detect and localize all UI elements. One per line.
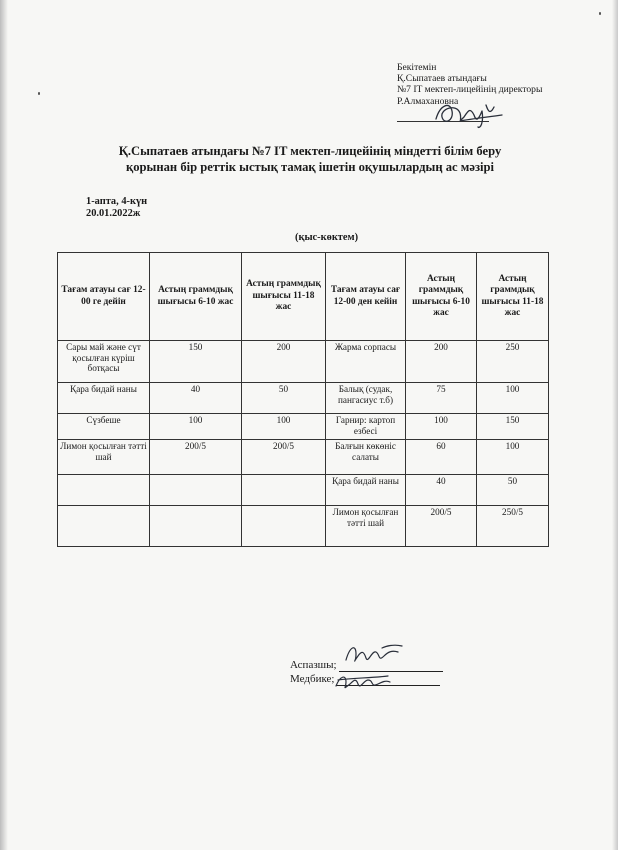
table-header-row: [58, 253, 549, 341]
column-header: Астың граммдық шығысы 11-18 жас: [477, 253, 549, 341]
scan-speck: [38, 92, 40, 95]
column-header: Тағам атауы сағ 12-00 ден кейін: [326, 253, 406, 341]
season-label: (қыс-көктем): [295, 232, 359, 243]
table-cell: Лимон қосылған тәтті шай: [326, 506, 406, 547]
table-cell: 250: [477, 341, 549, 383]
table-cell: Сүзбеше: [58, 414, 150, 440]
table-cell: 150: [477, 414, 549, 440]
table-cell: 250/5: [477, 506, 549, 547]
cook-signature-icon: [342, 640, 412, 670]
table-cell: Балық (судак, пангасиус т.б): [326, 383, 406, 414]
table-cell: 150: [150, 341, 242, 383]
week-info: [86, 196, 147, 219]
scan-speck: [599, 12, 601, 15]
table-cell: 50: [242, 383, 326, 414]
table-cell: 100: [150, 414, 242, 440]
approval-line: Қ.Сыпатаев атындағы: [397, 73, 487, 85]
table-cell: 100: [477, 383, 549, 414]
table-cell: Балғын көкөніс салаты: [326, 440, 406, 475]
table-cell: 200/5: [242, 440, 326, 475]
nurse-signature-icon: [330, 668, 396, 694]
table-cell: Жарма сорпасы: [326, 341, 406, 383]
table-cell: 40: [150, 383, 242, 414]
table-cell: Қара бидай наны: [58, 383, 150, 414]
scan-edge-left: [0, 0, 8, 850]
table-row: [58, 383, 549, 414]
title-line-1: Қ.Сыпатаев атындағы №7 IT мектеп-лицейінің міндетті білім беру: [118, 144, 502, 158]
table-row: [58, 506, 549, 547]
table-row: [58, 475, 549, 506]
table-cell: 200: [406, 341, 477, 383]
menu-table: [57, 252, 549, 547]
table-cell: Лимон қосылған тәтті шай: [58, 440, 150, 475]
scan-edge-right: [612, 0, 618, 850]
approval-line: №7 IT мектеп-лицейінің директоры: [397, 84, 543, 96]
director-signature-icon: [430, 97, 506, 131]
week-label: 1-апта, 4-күн: [86, 196, 148, 207]
column-header: Тағам атауы сағ 12-00 ге дейін: [58, 253, 150, 341]
table-cell: [242, 506, 326, 547]
table-cell: [150, 506, 242, 547]
table-cell: Гарнир: картоп езбесі: [326, 414, 406, 440]
table-cell: 100: [242, 414, 326, 440]
table-cell: [58, 475, 150, 506]
table-cell: [58, 506, 150, 547]
table-cell: Сары май және сүт қосылған күріш ботқасы: [58, 341, 150, 383]
approval-line: Бекітемін: [397, 62, 437, 73]
menu-date: 20.01.2022ж: [86, 207, 141, 219]
column-header: Астың граммдық шығысы 6-10 жас: [406, 253, 477, 341]
nurse-label: Медбике;: [290, 673, 335, 685]
table-row: [58, 440, 549, 475]
table-cell: 50: [477, 475, 549, 506]
table-cell: 100: [477, 440, 549, 475]
table-cell: Қара бидай наны: [326, 475, 406, 506]
document-title: [60, 143, 560, 175]
column-header: Астың граммдық шығысы 6-10 жас: [150, 253, 242, 341]
table-cell: 40: [406, 475, 477, 506]
approval-line: Р.Алмахановна: [397, 95, 459, 107]
table-cell: 75: [406, 383, 477, 414]
table-cell: 60: [406, 440, 477, 475]
cook-label: Аспазшы;: [290, 659, 337, 671]
table-cell: [242, 475, 326, 506]
table-row: [58, 341, 549, 383]
table-cell: 200/5: [406, 506, 477, 547]
column-header: Астың граммдық шығысы 11-18 жас: [242, 253, 326, 341]
table-row: [58, 414, 549, 440]
title-line-2: қорынан бір реттік ыстық тамақ ішетін оқушылардың ас мәзірі: [125, 160, 495, 174]
table-cell: 200: [242, 341, 326, 383]
table-cell: 200/5: [150, 440, 242, 475]
table-cell: 100: [406, 414, 477, 440]
table-cell: [150, 475, 242, 506]
